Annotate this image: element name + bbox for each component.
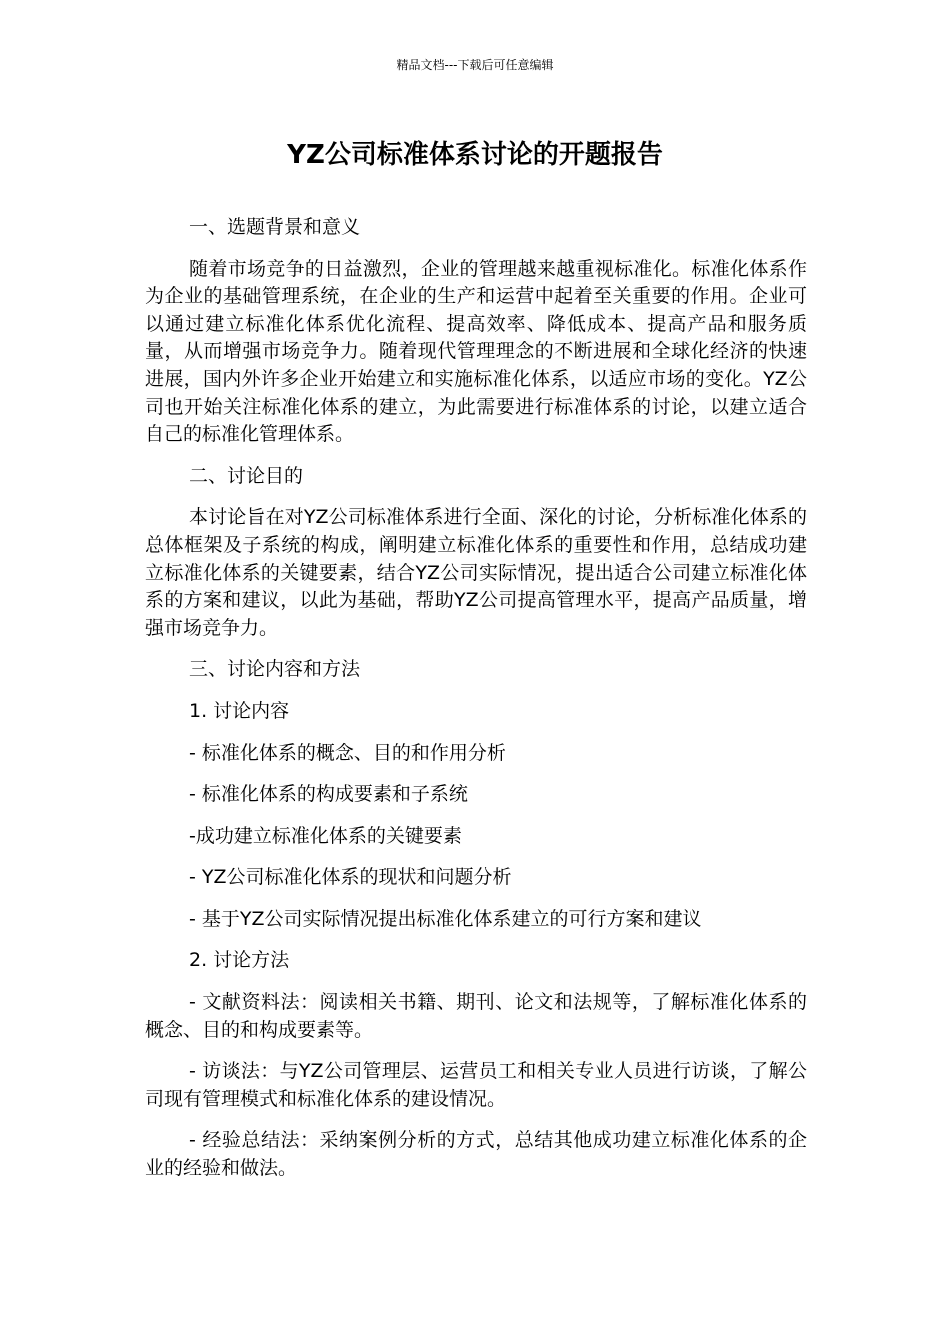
method-item: - 访谈法：与YZ公司管理层、运营员工和相关专业人员进行访谈，了解公司现有管理模式和标准化体系的建设情况。 bbox=[145, 1060, 807, 1110]
paragraph-purpose: 本讨论旨在对YZ公司标准体系进行全面、深化的讨论，分析标准化体系的总体框架及子系统的构成，阐明建立标准化体系的重要性和作用，总结成功建立标准化体系的关键要素，结合YZ公司实际情况，提出适合公司建立标准化体系的方案和建议，以此为基础，帮助YZ公司提高管理水平，提高产品质量，增强市场竞争力。 bbox=[145, 506, 807, 639]
list-item: -成功建立标准化体系的关键要素 bbox=[189, 824, 462, 847]
list-item: - 标准化体系的构成要素和子系统 bbox=[189, 783, 468, 806]
section-heading-content-method: 三、讨论内容和方法 bbox=[189, 658, 361, 681]
page-header: 精品文档---下载后可任意编辑 bbox=[396, 58, 554, 72]
paragraph-background: 随着市场竞争的日益激烈，企业的管理越来越重视标准化。标准化体系作为企业的基础管理系统，在企业的生产和运营中起着至关重要的作用。企业可以通过建立标准化体系优化流程、提高效率、降低成本、提高产品和服务质量，从而增强市场竞争力。随着现代管理理念的不断进展和全球化经济的快速进展，国内外许多企业开始建立和实施标准化体系，以适应市场的变化。YZ公司也开始关注标准化体系的建立，为此需要进行标准体系的讨论，以建立适合自己的标准化管理体系。 bbox=[145, 257, 807, 446]
section-heading-purpose: 二、讨论目的 bbox=[189, 464, 304, 487]
document-title: YZ公司标准体系讨论的开题报告 bbox=[287, 140, 663, 170]
list-item: - 基于YZ公司实际情况提出标准化体系建立的可行方案和建议 bbox=[189, 907, 702, 930]
list-item: - 标准化体系的概念、目的和作用分析 bbox=[189, 741, 506, 764]
method-item: - 经验总结法：采纳案例分析的方式，总结其他成功建立标准化体系的企业的经验和做法。 bbox=[145, 1129, 807, 1180]
list-item: - YZ公司标准化体系的现状和问题分析 bbox=[189, 866, 512, 889]
method-item: - 文献资料法：阅读相关书籍、期刊、论文和法规等，了解标准化体系的概念、目的和构成要素等。 bbox=[145, 991, 807, 1041]
subheading-content: 1. 讨论内容 bbox=[189, 699, 290, 722]
section-heading-background: 一、选题背景和意义 bbox=[189, 216, 361, 238]
document-body bbox=[145, 214, 807, 1197]
subheading-method: 2. 讨论方法 bbox=[189, 949, 290, 972]
